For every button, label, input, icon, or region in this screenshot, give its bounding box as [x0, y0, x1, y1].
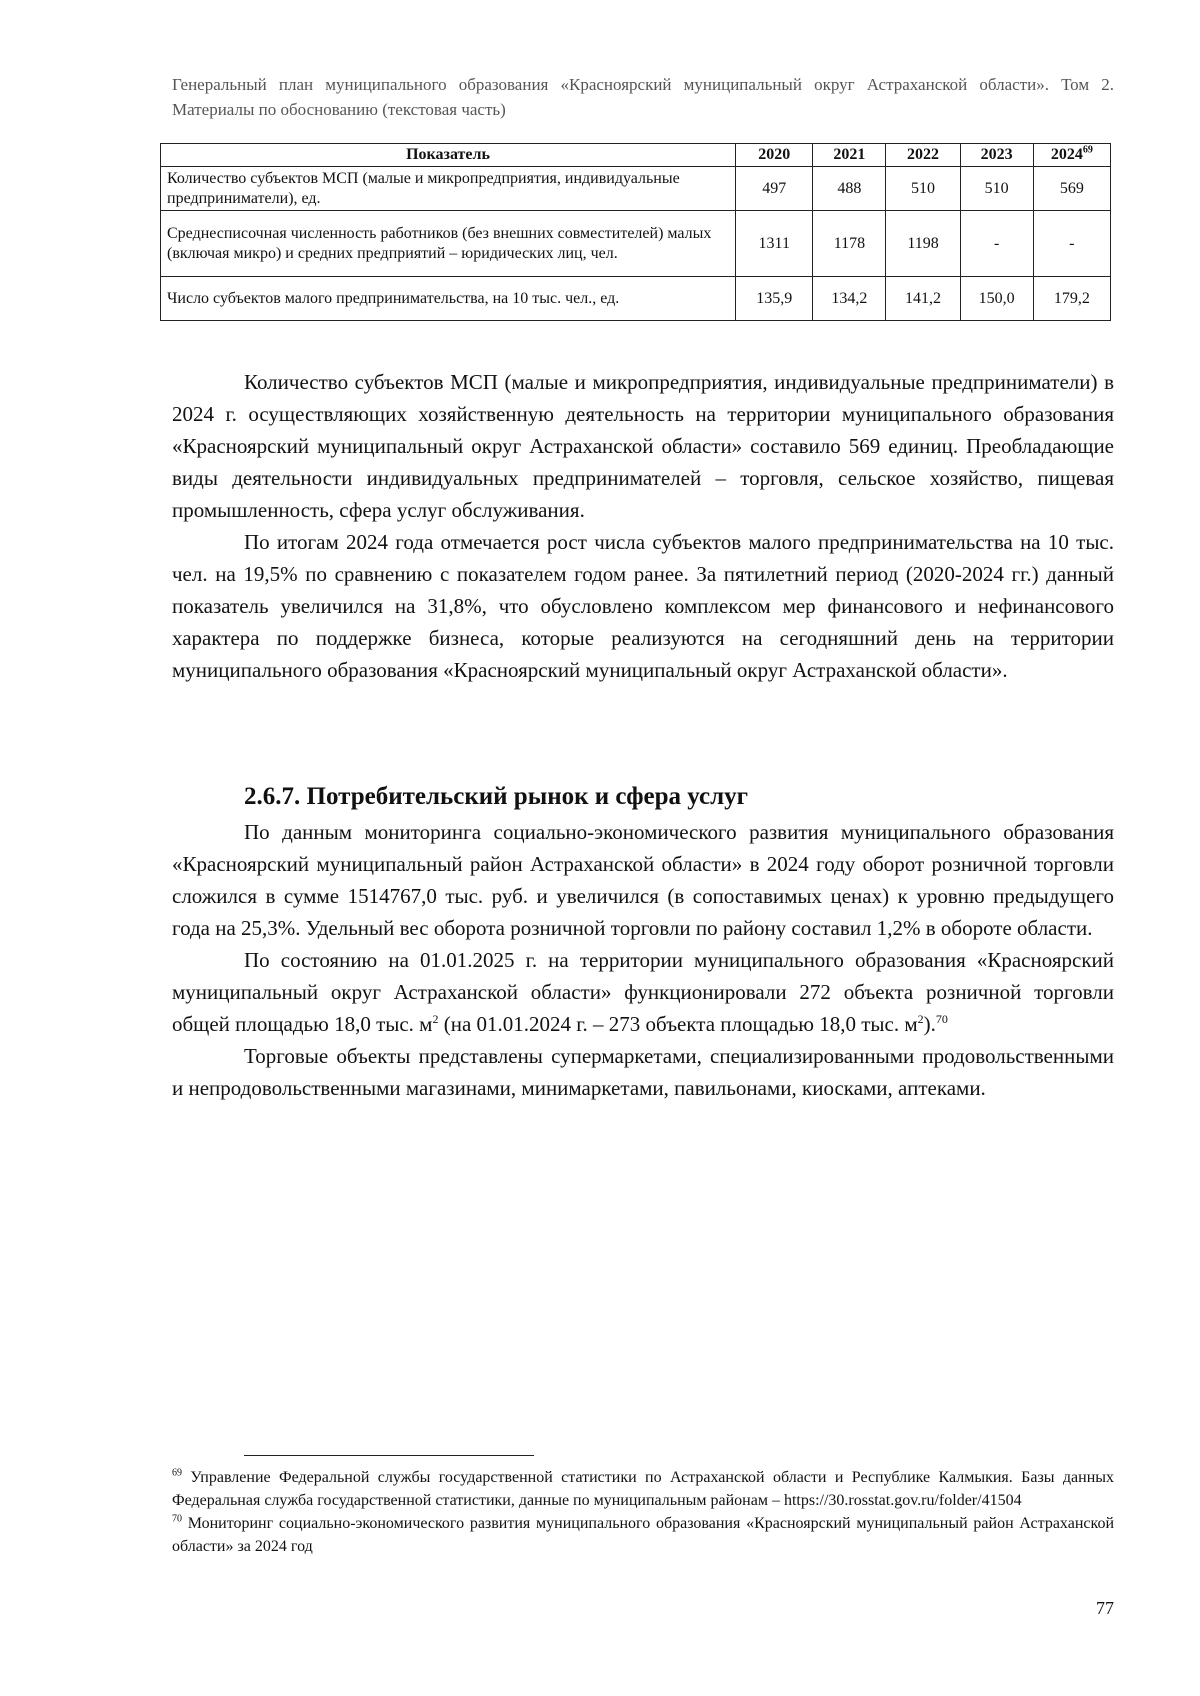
- table-header-row: [161, 144, 1111, 167]
- footnote-separator: [244, 1455, 534, 1456]
- cell-value: 1198: [886, 211, 960, 277]
- cell-value: -: [1033, 211, 1110, 277]
- column-header-2021: 2021: [813, 144, 886, 167]
- body-section-retail: [172, 816, 1114, 1104]
- running-header: Генеральный план муниципального образования «Красноярский муниципальный округ Астраханской области». Том 2. Материалы по обоснованию (текстовая часть): [172, 75, 1114, 119]
- footnote-ref-70: 70: [935, 1012, 948, 1026]
- column-header-indicator: Показатель: [161, 144, 736, 167]
- cell-value: 141,2: [886, 277, 960, 321]
- column-header-2024: [1033, 144, 1110, 167]
- footnote-text: Управление Федеральной службы государственной статистики по Астраханской области и Республике Калмыкия. Базы данных Федеральная служба государственной статистики, данные по муниципальным районам – https://30.rosstat.gov.ru/folder/41504: [172, 1469, 1114, 1509]
- footnotes: [172, 1466, 1114, 1558]
- page-number: 77: [1096, 1598, 1114, 1618]
- retail-objects-text-a: По состоянию на 01.01.2025 г. на территории муниципального образования «Красноярский муниципальный округ Астраханской области» функционировали 272 объекта розничной торговли общей площадью 18,0 тыс. м: [172, 948, 1114, 1036]
- cell-value: 134,2: [813, 277, 886, 321]
- footnote-mark: 69: [172, 1467, 182, 1479]
- column-header-2024-label: 2024: [1050, 146, 1083, 163]
- cell-value: 488: [813, 167, 886, 211]
- footnote-70: [172, 1512, 1114, 1558]
- table-row: [161, 277, 1111, 321]
- superscript-2: 2: [917, 1012, 924, 1026]
- column-header-2023: 2023: [960, 144, 1033, 167]
- cell-value: 1311: [736, 211, 813, 277]
- row-indicator: Число субъектов малого предпринимательства, на 10 тыс. чел., ед.: [161, 277, 736, 321]
- paragraph-retail-types: Торговые объекты представлены супермаркетами, специализированными продовольственными и непродовольственными магазинами, минимаркетами, павильонами, киосками, аптеками.: [172, 1044, 1114, 1100]
- column-header-2020: 2020: [736, 144, 813, 167]
- paragraph-retail-turnover: По данным мониторинга социально-экономического развития муниципального образования «Красноярский муниципальный район Астраханской области» в 2024 году оборот розничной торговли сложился в сумме 1514767,0 тыс. руб. и увеличился (в сопоставимых ценах) к уровню предыдущего года на 25,3%. Удельный вес оборота розничной торговли по району составил 1,2% в обороте области.: [172, 820, 1114, 940]
- cell-value: 510: [886, 167, 960, 211]
- footnote-69: [172, 1466, 1114, 1512]
- superscript-2: 2: [432, 1012, 439, 1026]
- paragraph-msp-growth: По итогам 2024 года отмечается рост числа субъектов малого предпринимательства на 10 тыс. чел. на 19,5% по сравнению с показателем годом ранее. За пятилетний период (2020-2024 гг.) данный показатель увеличился на 31,8%, что обусловлено комплексом мер финансового и нефинансового характера по поддержке бизнеса, которые реализуются на сегодняшний день на территории муниципального образования «Красноярский муниципальный округ Астраханской области».: [172, 530, 1114, 682]
- footnote-mark: 70: [172, 1513, 182, 1525]
- cell-value: -: [960, 211, 1033, 277]
- footnote-ref-69: 69: [1082, 144, 1093, 156]
- cell-value: 135,9: [736, 277, 813, 321]
- cell-value: 179,2: [1033, 277, 1110, 321]
- cell-value: 510: [960, 167, 1033, 211]
- cell-value: 1178: [813, 211, 886, 277]
- cell-value: 569: [1033, 167, 1110, 211]
- column-header-2022: 2022: [886, 144, 960, 167]
- row-indicator: Количество субъектов МСП (малые и микропредприятия, индивидуальные предприниматели), ед.: [161, 167, 736, 211]
- row-indicator: Среднесписочная численность работников (без внешних совместителей) малых (включая микро) и средних предприятий – юридических лиц, чел.: [161, 211, 736, 277]
- retail-objects-text-b: (на 01.01.2024 г. – 273 объекта площадью 18,0 тыс. м: [438, 1012, 918, 1036]
- body-section-msp: [172, 366, 1114, 686]
- footnote-text: Мониторинг социально-экономического развития муниципального образования «Красноярский муниципальный район Астраханской области» за 2024 год: [172, 1515, 1114, 1555]
- paragraph-retail-objects: [172, 944, 1114, 1040]
- paragraph-msp-count: Количество субъектов МСП (малые и микропредприятия, индивидуальные предприниматели) в 2024 г. осуществляющих хозяйственную деятельность на территории муниципального образования «Красноярский муниципальный округ Астраханской области» составило 569 единиц. Преобладающие виды деятельности индивидуальных предпринимателей – торговля, сельское хозяйство, пищевая промышленность, сфера услуг обслуживания.: [172, 370, 1114, 522]
- table-row: [161, 211, 1111, 277]
- cell-value: 497: [736, 167, 813, 211]
- section-heading: 2.6.7. Потребительский рынок и сфера услуг: [244, 783, 748, 810]
- table-row: [161, 167, 1111, 211]
- cell-value: 150,0: [960, 277, 1033, 321]
- retail-objects-text-c: ).: [923, 1012, 936, 1036]
- statistics-table: [160, 143, 1111, 321]
